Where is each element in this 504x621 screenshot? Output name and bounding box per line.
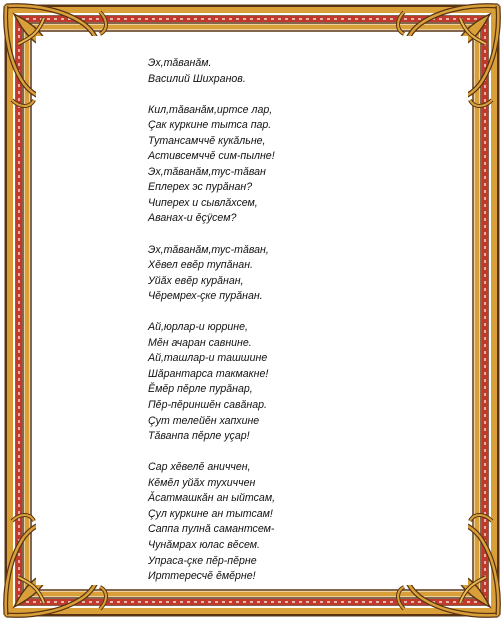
poem-line: Кил,тăванăм,иртсе лар, [148,103,273,116]
poem-line: Мĕн ачаран савнине. [148,336,252,349]
poem-line: Аванах-и ĕçÿсем? [148,212,237,225]
poem-line: Çут телейĕн хапхине [148,414,260,427]
poem-line: Ай,ташлар-и ташшине [148,352,268,365]
poem-line: Тутансамччĕ кукăльне, [148,134,266,147]
poem-line: Çак куркине тытса пар. [148,119,272,132]
poem-author: Василий Шихранов. [148,72,246,85]
poem-line: Чиперех и сывлăхсем, [148,196,258,209]
poem-line: Эх,тăванăм,тус-тăван, [148,243,269,256]
poem-line: Çул куркине ан тытсам! [148,507,273,520]
poem-line: Хĕвел евĕр тупăнан. [148,259,253,272]
poem-line: Кĕмĕл уйăх тухиччен [148,476,256,489]
poem-line: Упраса-çке пĕр-пĕрне [148,554,257,567]
poem-line: Астивсемччĕ сим-пылне! [148,150,275,163]
poem-line: Чĕремрех-çке пурăнан. [148,290,263,303]
poem-line: Тăванпа пĕрле уçар! [148,430,250,443]
poem-line: Пĕр-пĕриншĕн савăнар. [148,399,267,412]
poem-line: Уйăх евĕр курăнан, [148,274,244,287]
poem-line: Шăрантарса такмакне! [148,367,269,380]
poem-line: Эх,тăванăм,тус-тăван [148,165,266,178]
poem-line: Ĕмĕр пĕрле пурăнар, [148,383,253,396]
poem-line: Чунăмрах юлас вĕсем. [148,538,260,551]
poem-line: Ирттересчĕ ĕмĕрне! [148,570,256,583]
poem-line: Сар хĕвелĕ аниччен, [148,461,251,474]
poem-line: Еплерех эс пурăнан? [148,181,253,194]
poem-line: Ăсатмашкăн ан ыйтсам, [148,492,276,505]
poem-text [148,56,388,585]
poem-line: Саппа пулнă самантсем- [148,523,275,536]
poem-line: Ай,юрлар-и юррине, [148,321,248,334]
poem-title: Эх,тăванăм. [148,57,212,69]
